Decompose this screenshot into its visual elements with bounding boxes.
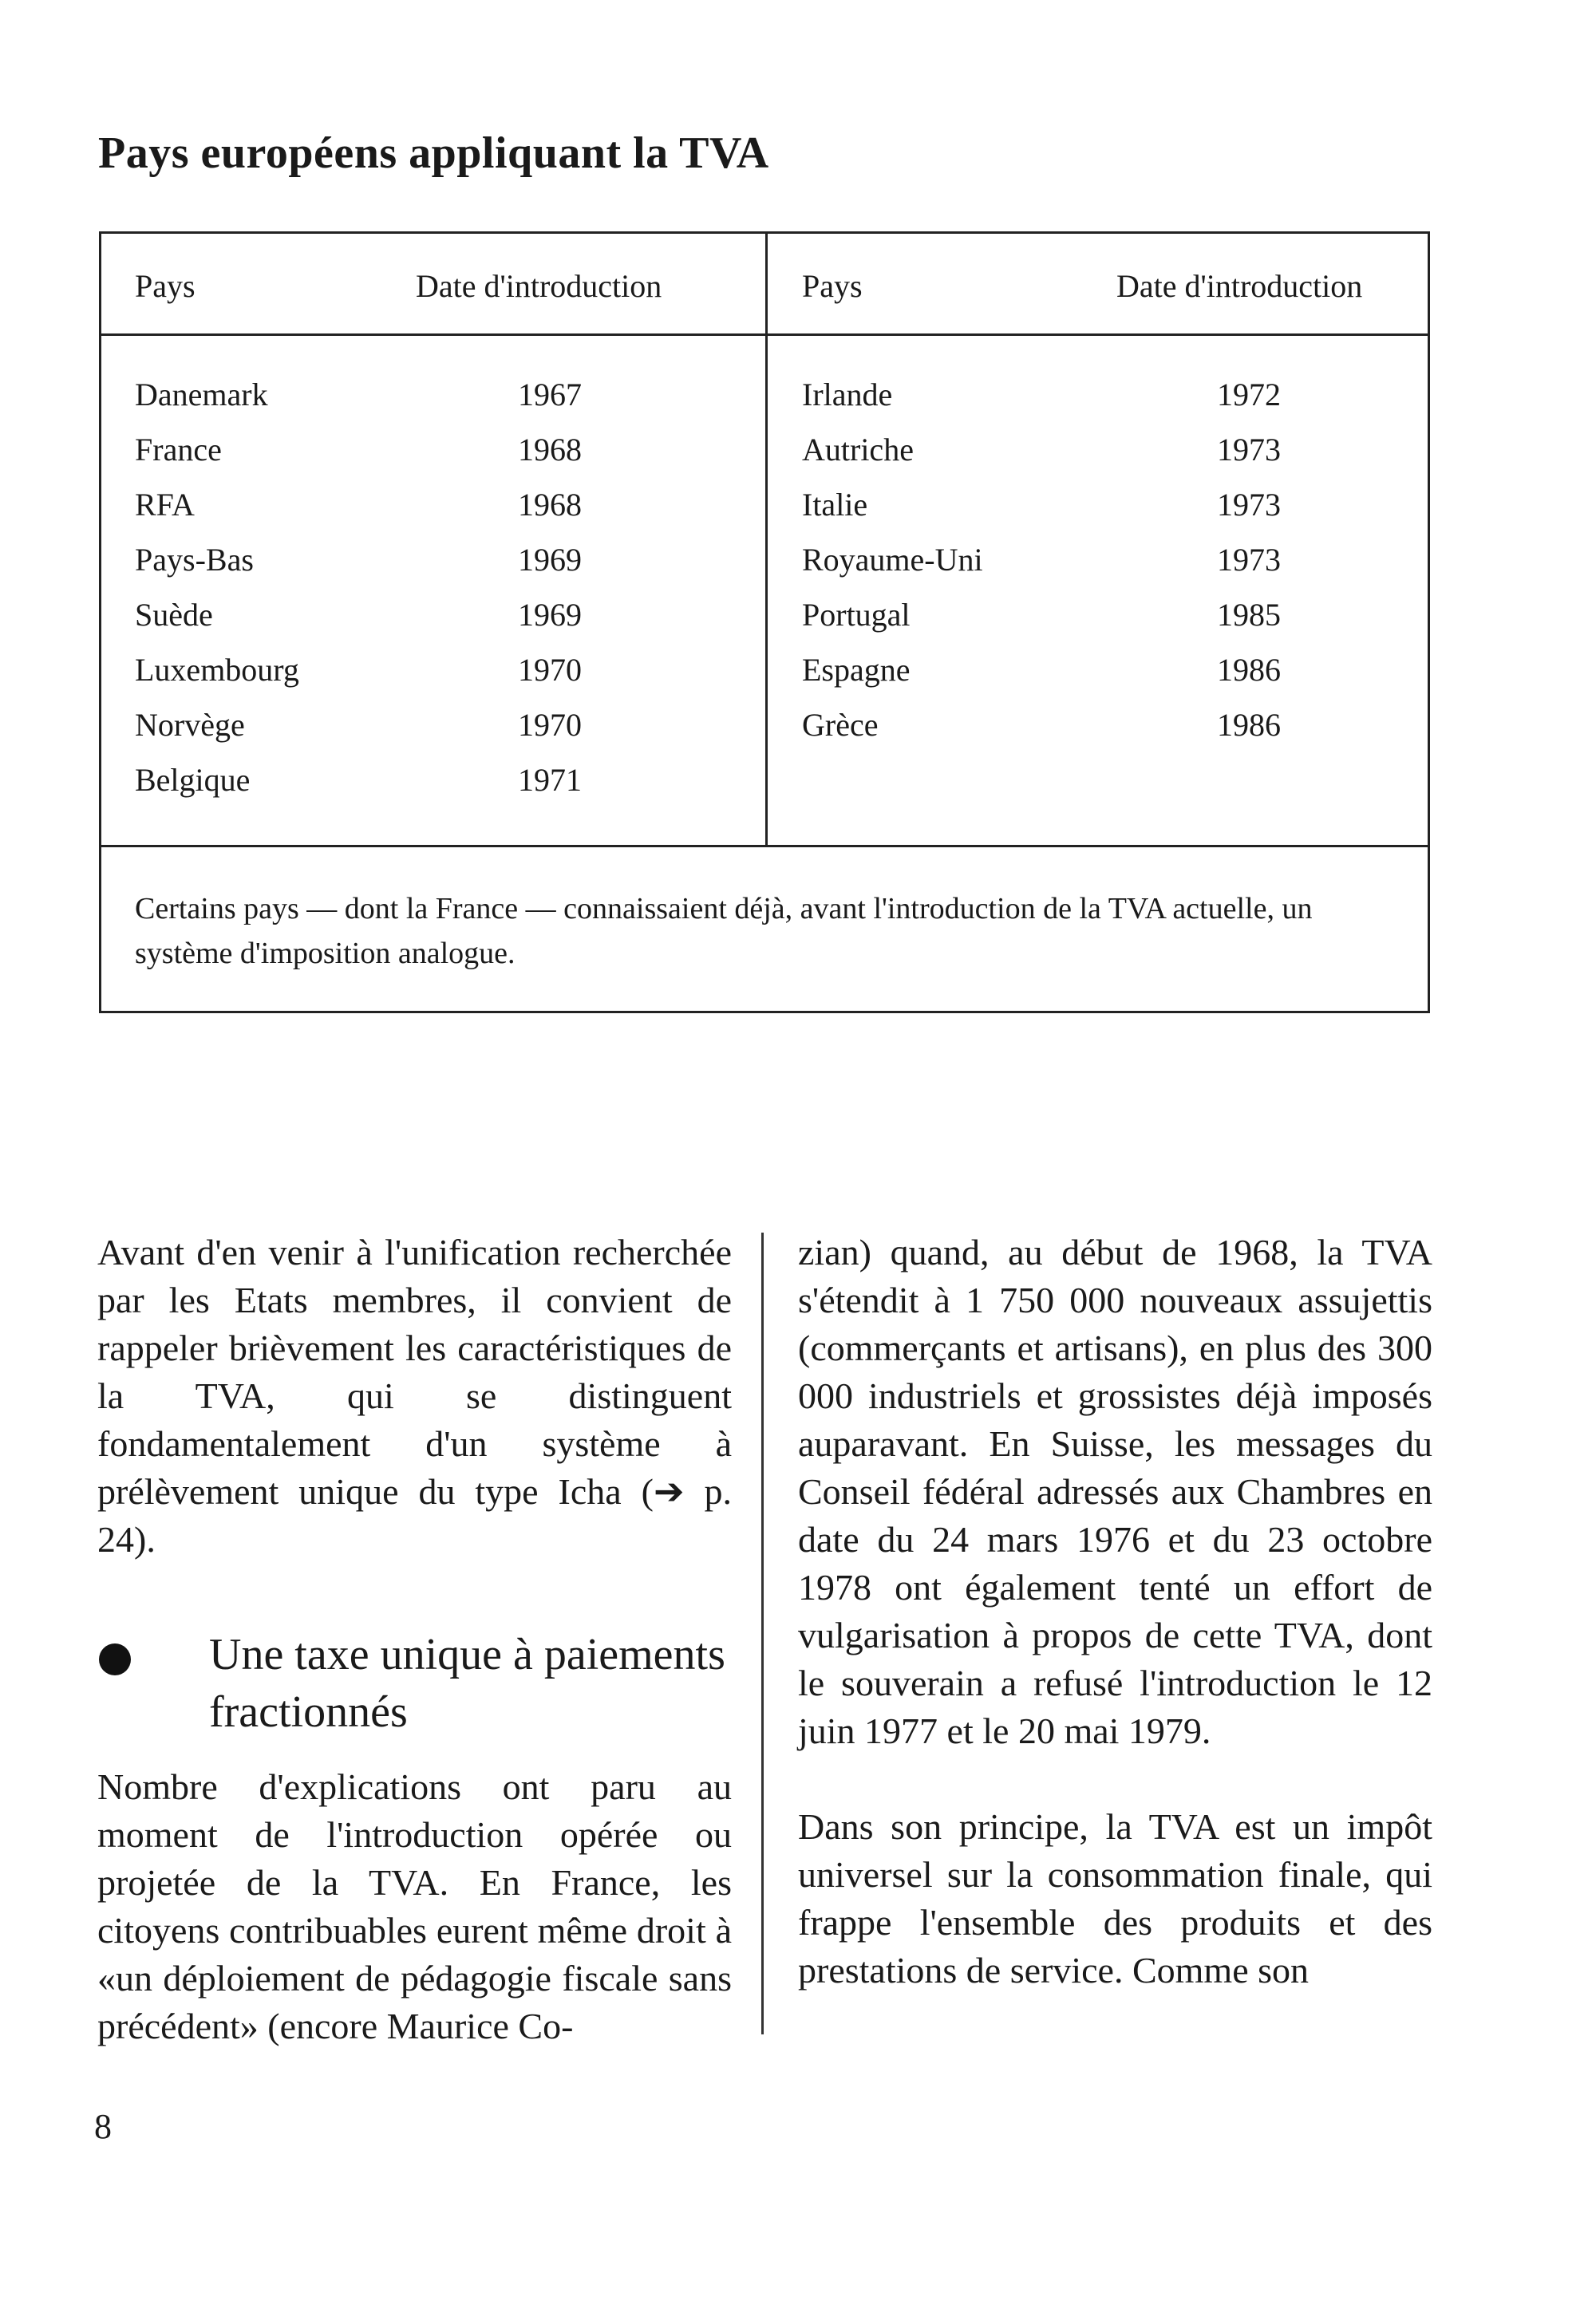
table-row-country: Pays-Bas: [135, 542, 254, 578]
table-row-year: 1973: [1217, 432, 1281, 468]
table-row-year: 1972: [1217, 377, 1281, 412]
table-row-country: Danemark: [135, 377, 268, 412]
body-column-right: [798, 1229, 1432, 1995]
table-row-country: Espagne: [802, 652, 911, 688]
body-paragraph: Dans son principe, la TVA est un impôt universel sur la consommation finale, qui frappe l'ensemble des produits et des prestations de service. Comme son: [798, 1806, 1432, 1991]
table-note: Certains pays — dont la France — connaissaient déjà, avant l'introduction de la TVA actuelle, un système d'imposition analogue.: [135, 892, 1313, 970]
section-heading-text: Une taxe unique à paiements fractionnés: [209, 1630, 725, 1737]
table-row-country: Royaume-Uni: [802, 542, 983, 578]
table-row-country: Portugal: [802, 597, 911, 633]
header-date-right: Date d'introduction: [1116, 268, 1363, 304]
vat-table: [99, 231, 1430, 1013]
table-row-year: 1985: [1217, 597, 1281, 633]
table-row-country: Autriche: [802, 432, 914, 468]
table-row-year: 1986: [1217, 652, 1281, 688]
table-row-year: 1973: [1217, 487, 1281, 523]
table-row-year: 1970: [518, 652, 582, 688]
table-row-country: Grèce: [802, 707, 879, 743]
table-row-country: Italie: [802, 487, 868, 523]
intro-paragraph: Avant d'en venir à l'unification recherchée par les Etats membres, il convient de rappeler brièvement les caractéristiques de la TVA, qui se distinguent fondamentalement d'un système à prélèvement unique du type Icha (➔ p. 24).: [97, 1232, 732, 1560]
table-row-year: 1986: [1217, 707, 1281, 743]
table-row-year: 1973: [1217, 542, 1281, 578]
table-row-year: 1971: [518, 762, 582, 798]
header-date-left: Date d'introduction: [416, 268, 662, 304]
table-column-divider: [765, 234, 768, 845]
body-paragraph: Nombre d'explications ont paru au moment de l'introduction opérée ou projetée de la TVA. En France, les citoyens contribuables eurent même droit à «un déploiement de pédagogie fiscale sans précédent» (encore Maurice Co-: [97, 1766, 732, 2046]
table-row-year: 1969: [518, 597, 582, 633]
table-row-country: RFA: [135, 487, 195, 523]
body-column-left: [97, 1229, 732, 2050]
header-country-left: Pays: [135, 268, 196, 304]
page-title: Pays européens appliquant la TVA: [98, 128, 769, 178]
table-row-year: 1969: [518, 542, 582, 578]
table-row-country: Irlande: [802, 377, 893, 412]
table-row-year: 1968: [518, 487, 582, 523]
section-heading: [97, 1626, 732, 1741]
header-country-right: Pays: [802, 268, 863, 304]
column-divider: [761, 1233, 764, 2034]
page-number: 8: [94, 2107, 112, 2146]
table-row-country: Belgique: [135, 762, 251, 798]
table-row-country: Suède: [135, 597, 213, 633]
table-row-year: 1970: [518, 707, 582, 743]
body-paragraph: zian) quand, au début de 1968, la TVA s'étendit à 1 750 000 nouveaux assujettis (commerçants et artisans), en plus des 300 000 industriels et grossistes déjà imposés auparavant. En Suisse, les messages du Conseil fédéral adressés aux Chambres en date du 24 mars 1976 et du 23 octobre 1978 ont également tenté un effort de vulgarisation à propos de cette TVA, dont le souverain a refusé l'introduction le 12 juin 1977 et le 20 mai 1979.: [798, 1232, 1432, 1751]
table-row-year: 1968: [518, 432, 582, 468]
table-note-divider: [101, 845, 1428, 847]
table-row-country: France: [135, 432, 222, 468]
table-header-divider: [101, 333, 1428, 336]
table-row-country: Luxembourg: [135, 652, 299, 688]
table-row-year: 1967: [518, 377, 582, 412]
table-row-country: Norvège: [135, 707, 245, 743]
bullet-icon: [99, 1643, 131, 1675]
